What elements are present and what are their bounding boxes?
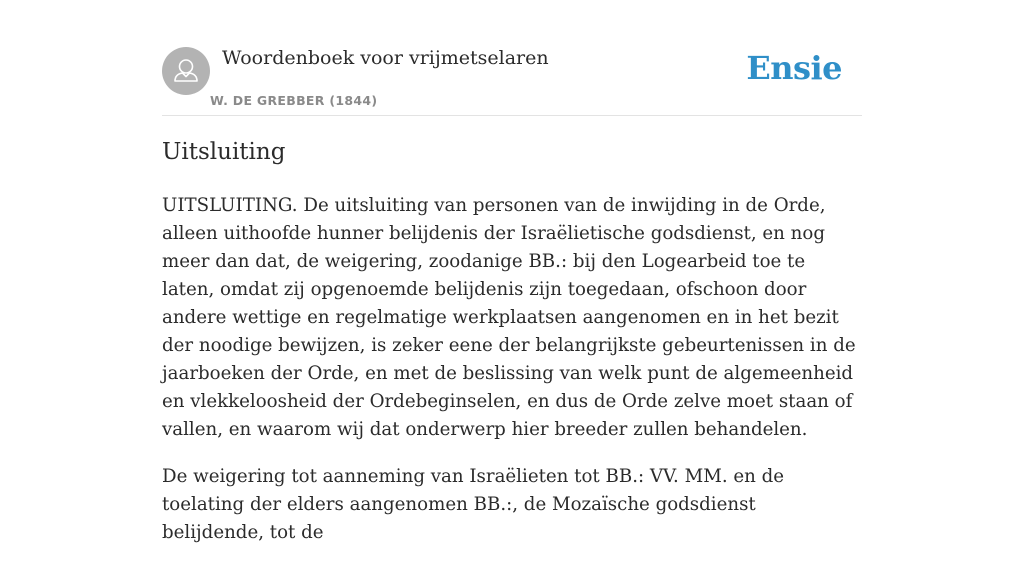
entry-paragraph: UITSLUITING. De uitsluiting van personen van de inwijding in de Orde, alleen uithoofde hunner belijdenis der Israëlietische godsdienst, en nog meer dan dat, de weigering, zoodanige BB.: bij den Logearbeid toe te laten, omdat zij opgenoemde belijdenis zijn toegedaan, ofschoon door andere wettige en regelmatige werkplaatsen aangenomen en in het bezit der noodige bewijzen, is zeker eene der belangrijkste gebeurtenissen in de jaarboeken der Orde, en met de beslissing van welk punt de algemeenheid en vlekkeloosheid der Ordebeginselen, en dus de Orde zelve moet staan of vallen, en waarom wij dat onderwerp hier breeder zullen behandelen. — [162, 195, 856, 440]
entry-body — [162, 192, 862, 566]
dictionary-header — [162, 45, 862, 116]
user-placeholder-icon[interactable] — [162, 47, 210, 95]
entry-title: Uitsluiting — [162, 139, 286, 165]
dictionary-title[interactable]: Woordenboek voor vrijmetselaren — [222, 47, 549, 69]
entry-paragraph: De weigering tot aanneming van Israëlieten tot BB.: VV. MM. en de toelating der elders aangenomen BB.:, de Mozaïsche godsdienst belijdende, tot de — [162, 466, 785, 543]
ensie-logo[interactable]: Ensie — [746, 49, 842, 87]
dictionary-author[interactable]: W. DE GREBBER (1844) — [210, 93, 378, 108]
